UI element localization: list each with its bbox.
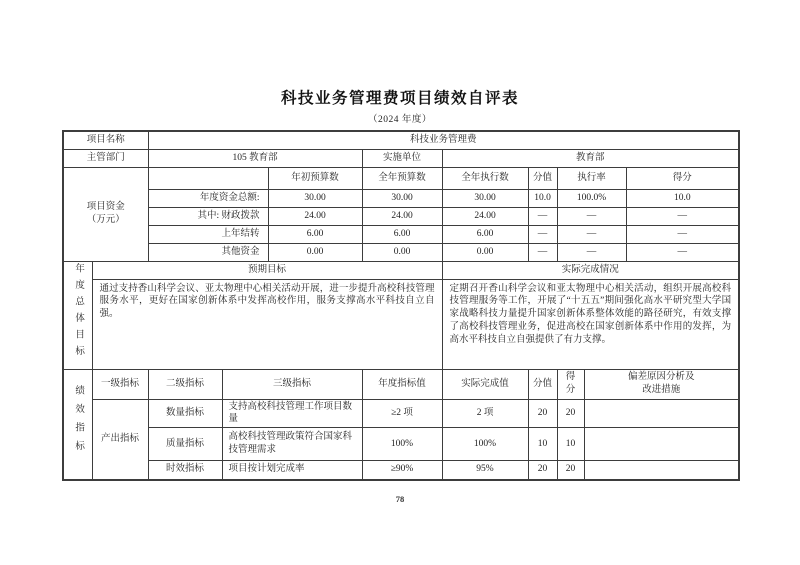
funds-value: 10.0 <box>626 189 739 207</box>
actual-completion-header: 实际完成情况 <box>442 261 739 279</box>
score-total-cell: 10 <box>528 428 557 461</box>
score-total-cell: 20 <box>528 461 557 480</box>
indicators-side-label: 绩效指标 <box>63 369 92 480</box>
funds-value: — <box>626 243 739 261</box>
funds-col-score: 得分 <box>626 167 739 189</box>
funds-empty-cell <box>148 167 268 189</box>
project-name-row <box>63 131 739 149</box>
funds-row-carryover <box>63 225 739 243</box>
impl-unit-value: 教育部 <box>442 149 739 167</box>
level1-output-indicator: 产出指标 <box>92 399 148 480</box>
header-deviation-line1: 偏差原因分析及 <box>628 372 695 383</box>
actual-completion-text: 定期召开香山科学会议和亚太物理中心相关活动，组织开展高校科技管理服务等工作，开展了“十五五”期间强化高水平研究型大学国家战略科技力量提升国家创新体系整体效能的路径研究，有效支撑了高校科技管理业务，促进高校在国家创新体系中作用的发挥，为高水平科技自立自强提供了有力支撑。 <box>442 279 739 369</box>
funds-col-annual-execution: 全年执行数 <box>442 167 528 189</box>
level2-cell: 时效指标 <box>148 461 222 480</box>
header-actual-value: 实际完成值 <box>442 369 528 399</box>
funds-col-initial-budget: 年初预算数 <box>268 167 362 189</box>
funds-value: — <box>557 207 626 225</box>
funds-value: — <box>528 225 557 243</box>
dept-value: 105 教育部 <box>148 149 362 167</box>
funds-value: — <box>557 243 626 261</box>
funds-value: 30.00 <box>268 189 362 207</box>
funds-value: — <box>528 243 557 261</box>
deviation-cell <box>584 461 739 480</box>
page-subtitle: （2024 年度） <box>368 115 432 125</box>
score-cell: 10 <box>557 428 584 461</box>
funds-value: 6.00 <box>268 225 362 243</box>
header-deviation-line2: 改进措施 <box>642 385 681 395</box>
funds-value: 0.00 <box>268 243 362 261</box>
funds-row-label: 其中: 财政拨款 <box>148 207 268 225</box>
funds-value: — <box>557 225 626 243</box>
header-deviation <box>584 369 739 399</box>
target-cell: 100% <box>362 428 442 461</box>
annual-goal-side-label: 年度总体目标 <box>63 261 92 369</box>
header-score-total: 分值 <box>528 369 557 399</box>
department-row <box>63 149 739 167</box>
funds-row-total <box>63 189 739 207</box>
funds-col-annual-budget: 全年预算数 <box>362 167 442 189</box>
funds-side-label-line1: 项目资金 <box>86 202 125 213</box>
goal-header-row <box>63 261 739 279</box>
header-level3: 三级指标 <box>222 369 362 399</box>
deviation-cell <box>584 399 739 428</box>
funds-row-label: 其他资金 <box>148 243 268 261</box>
funds-col-execution-rate: 执行率 <box>557 167 626 189</box>
indicator-header-row <box>63 369 739 399</box>
funds-value: 30.00 <box>362 189 442 207</box>
funds-value: 100.0% <box>557 189 626 207</box>
header-level1: 一级指标 <box>92 369 148 399</box>
actual-cell: 95% <box>442 461 528 480</box>
level3-cell: 项目按计划完成率 <box>222 461 362 480</box>
funds-value: — <box>626 225 739 243</box>
deviation-cell <box>584 428 739 461</box>
header-level2: 二级指标 <box>148 369 222 399</box>
funds-value: 24.00 <box>268 207 362 225</box>
project-name-label: 项目名称 <box>63 131 148 149</box>
goal-body-row <box>63 279 739 369</box>
level3-cell: 支持高校科技管理工作项目数量 <box>222 399 362 428</box>
level2-cell: 数量指标 <box>148 399 222 428</box>
funds-value: 0.00 <box>362 243 442 261</box>
funds-row-fiscal <box>63 207 739 225</box>
target-cell: ≥90% <box>362 461 442 480</box>
expected-goal-text: 通过支持香山科学会议、亚太物理中心相关活动开展，进一步提升高校科技管理服务水平，更好在国家创新体系中发挥高校作用，服务支撑高水平科技自立自强。 <box>92 279 442 369</box>
expected-goal-header: 预期目标 <box>92 261 442 279</box>
header-target-value: 年度指标值 <box>362 369 442 399</box>
funds-value: 6.00 <box>442 225 528 243</box>
project-name-value: 科技业务管理费 <box>148 131 739 149</box>
score-cell: 20 <box>557 461 584 480</box>
funds-side-label <box>63 167 148 261</box>
funds-value: 24.00 <box>362 207 442 225</box>
score-cell: 20 <box>557 399 584 428</box>
funds-row-label: 上年结转 <box>148 225 268 243</box>
funds-row-label: 年度资金总额: <box>148 189 268 207</box>
self-evaluation-table <box>62 130 740 481</box>
dept-label: 主管部门 <box>63 149 148 167</box>
funds-col-score-total: 分值 <box>528 167 557 189</box>
funds-value: 10.0 <box>528 189 557 207</box>
header-score: 得分 <box>557 369 584 399</box>
funds-value: 6.00 <box>362 225 442 243</box>
page-title: 科技业务管理费项目绩效自评表 <box>280 90 519 107</box>
level2-cell: 质量指标 <box>148 428 222 461</box>
page-number: 78 <box>395 494 405 504</box>
impl-unit-label: 实施单位 <box>362 149 442 167</box>
funds-value: — <box>528 207 557 225</box>
funds-header-row <box>63 167 739 189</box>
indicator-row-quality <box>63 428 739 461</box>
indicator-row-quantity <box>63 399 739 428</box>
funds-side-label-line2: （万元） <box>86 215 125 225</box>
funds-value: 30.00 <box>442 189 528 207</box>
funds-row-other <box>63 243 739 261</box>
actual-cell: 2 项 <box>442 399 528 428</box>
level3-cell: 高校科技管理政策符合国家科技管理需求 <box>222 428 362 461</box>
indicator-row-timeliness <box>63 461 739 480</box>
actual-cell: 100% <box>442 428 528 461</box>
funds-value: 24.00 <box>442 207 528 225</box>
score-total-cell: 20 <box>528 399 557 428</box>
funds-value: 0.00 <box>442 243 528 261</box>
target-cell: ≥2 项 <box>362 399 442 428</box>
funds-value: — <box>626 207 739 225</box>
